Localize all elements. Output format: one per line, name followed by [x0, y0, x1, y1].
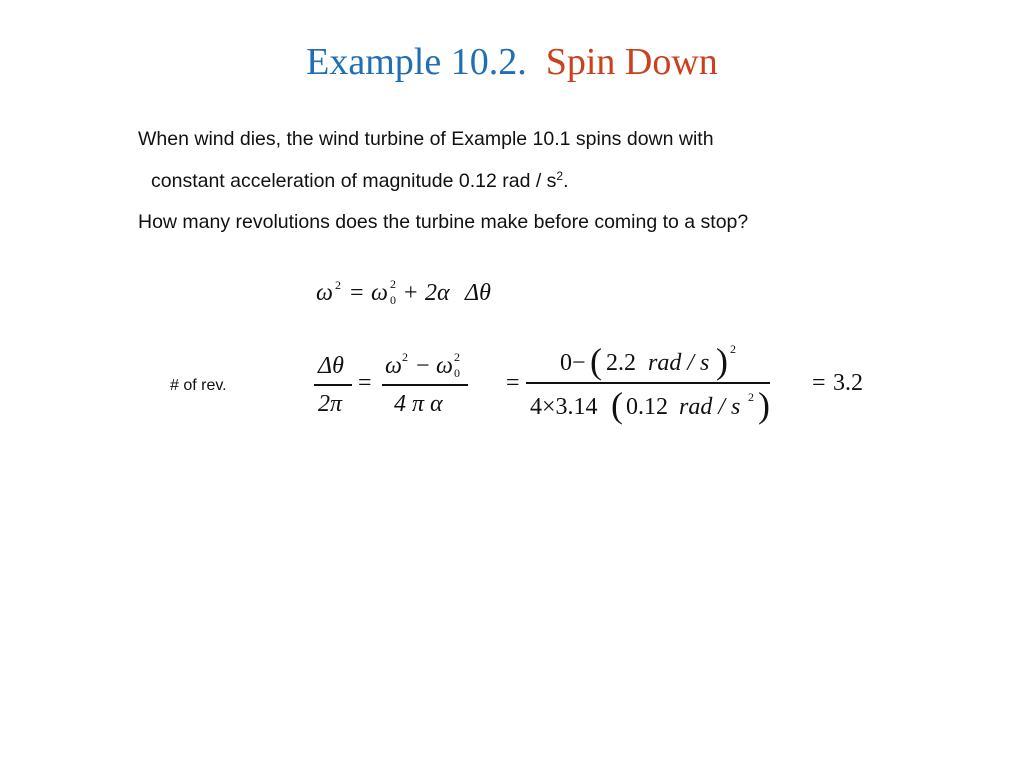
frac3-numerator-exponent: 2 — [730, 342, 736, 356]
eq1-omega-exponent: 2 — [335, 278, 341, 292]
problem-line-2-period: . — [563, 170, 569, 192]
frac1-numerator: Δθ — [318, 353, 344, 379]
eq1-delta-theta: Δθ — [465, 280, 491, 306]
frac2-omega0: ω — [436, 353, 453, 379]
eq2-equals-3: = — [812, 370, 826, 396]
eq1-omega0: ω — [371, 280, 388, 306]
frac3-denominator-value: 0.12 — [626, 394, 668, 420]
frac3-numerator-unit: rad / s — [648, 350, 710, 376]
frac2-bar — [382, 384, 468, 386]
frac3-denominator-exponent: 2 — [748, 390, 754, 404]
problem-line-2-text: constant acceleration of magnitude 0.12 rad / s — [151, 170, 557, 192]
frac3-denominator-unit: rad / s — [679, 394, 741, 420]
revolutions-label: # of rev. — [170, 377, 227, 394]
frac3-numerator-zero-minus: 0− — [560, 350, 586, 376]
title-example-number: Example 10.2. — [306, 41, 527, 83]
eq1-omega: ω — [316, 280, 333, 306]
eq1-omega0-subscript: 0 — [390, 293, 396, 307]
frac2-denominator: 4 π α — [394, 391, 443, 417]
problem-line-2-exponent: 2 — [556, 169, 564, 183]
frac2-omega-exponent: 2 — [402, 350, 408, 364]
result-value: 3.2 — [833, 370, 863, 396]
eq1-omega0-exponent: 2 — [390, 277, 396, 291]
frac3-numerator-open-paren: ( — [590, 341, 602, 381]
frac1-denominator: 2π — [318, 391, 343, 417]
problem-line-1: When wind dies, the wind turbine of Example 10.1 spins down with — [138, 128, 714, 150]
eq2-equals-1: = — [358, 370, 372, 396]
problem-line-3: How many revolutions does the turbine make before coming to a stop? — [138, 211, 749, 233]
frac3-denominator-factor: 4×3.14 — [530, 394, 598, 420]
frac2-omega0-exponent: 2 — [454, 350, 460, 364]
title-topic: Spin Down — [545, 41, 718, 83]
frac2-omega: ω — [385, 353, 402, 379]
frac3-bar — [526, 382, 770, 384]
frac3-denominator-open-paren: ( — [611, 385, 623, 425]
eq1-plus: + — [404, 280, 418, 306]
eq1-two-alpha: 2α — [425, 280, 450, 306]
frac3-denominator-close-paren: ) — [758, 385, 770, 425]
frac3-numerator-close-paren: ) — [716, 341, 728, 381]
eq1-equals: = — [350, 280, 364, 306]
frac3-numerator-value: 2.2 — [606, 350, 636, 376]
frac1-bar — [314, 384, 352, 386]
frac2-omega0-subscript: 0 — [454, 366, 460, 380]
frac2-minus: − — [416, 353, 430, 379]
eq2-equals-2: = — [506, 370, 520, 396]
